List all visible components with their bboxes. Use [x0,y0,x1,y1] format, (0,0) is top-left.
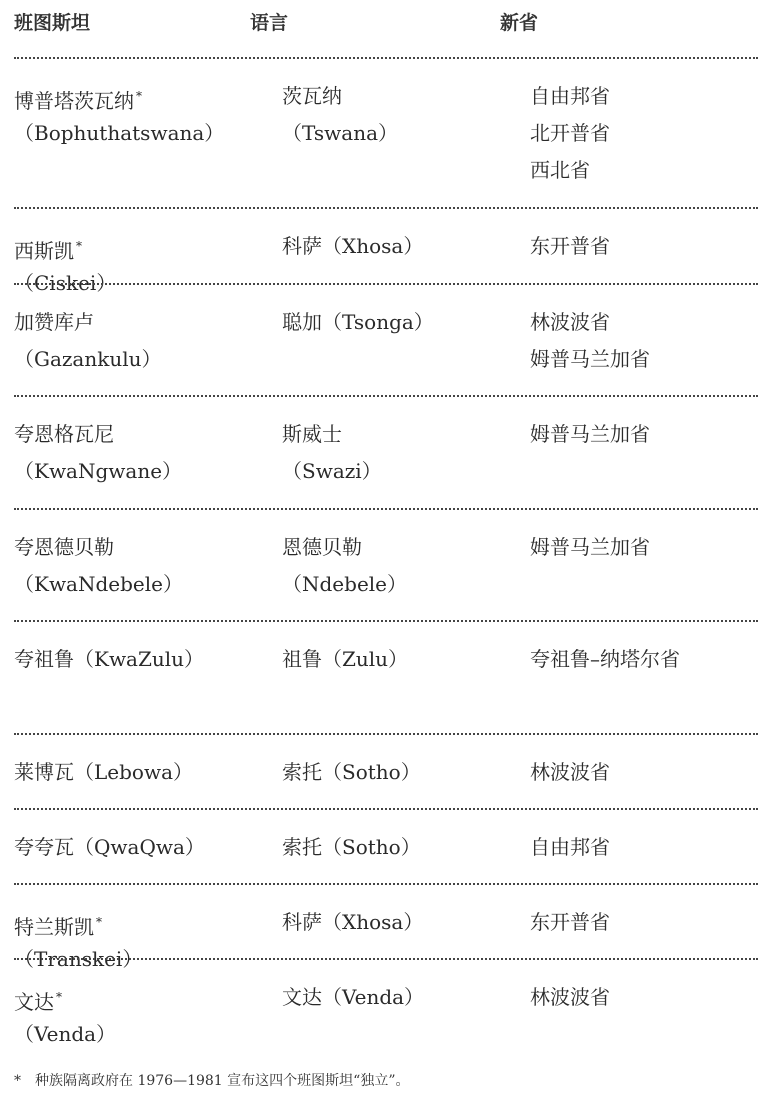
language-cell [282,234,522,271]
province-name: 林波波省 [530,310,610,334]
bantustan-name: 加赞库卢 [14,310,94,334]
dotted-separator [14,207,758,209]
bantustan-name: （KwaNgwane） [14,459,183,483]
header-new-province: 新省 [500,12,539,34]
language-cell [282,985,522,1022]
bantustan-name: 夸祖鲁（KwaZulu） [14,647,205,671]
language-name: 茨瓦纳 [282,84,342,108]
bantustan-cell [14,647,274,684]
independence-asterisk: * [96,915,102,929]
independence-asterisk: * [56,990,62,1004]
bantustan-name: 莱博瓦（Lebowa） [14,760,194,784]
language-name: 祖鲁（Zulu） [282,647,409,671]
language-name: （Swazi） [282,459,382,483]
province-cell [530,985,760,1022]
province-cell [530,647,760,684]
independence-asterisk: * [76,239,82,253]
province-name: 姆普马兰加省 [530,535,650,559]
bantustan-name: 夸恩格瓦尼 [14,422,114,446]
language-cell [282,760,522,797]
province-name: 夸祖鲁–纳塔尔省 [530,647,680,671]
bantustan-cell [14,84,274,158]
language-name: 索托（Sotho） [282,760,421,784]
header-bantustan: 班图斯坦 [14,12,91,34]
province-cell [530,310,760,384]
bantustan-name: （KwaNdebele） [14,572,183,596]
bantustan-name: （Gazankulu） [14,347,162,371]
province-name: 林波波省 [530,985,610,1009]
bantustan-name: （Transkei） [14,947,143,971]
dotted-separator [14,395,758,397]
province-cell [530,234,760,271]
dotted-separator [14,620,758,622]
independence-asterisk: * [136,89,142,103]
bantustan-cell [14,422,274,496]
bantustan-name: 夸夸瓦（QwaQwa） [14,835,205,859]
language-cell [282,535,522,609]
province-name: 自由邦省 [530,84,610,108]
dotted-separator [14,733,758,735]
table-header [14,8,758,36]
bantustan-cell [14,835,274,872]
language-name: 文达（Venda） [282,985,425,1009]
language-cell [282,422,522,496]
dotted-separator [14,57,758,59]
language-name: （Ndebele） [282,572,408,596]
bantustan-name: （Bophuthatswana） [14,121,225,145]
dotted-separator [14,283,758,285]
province-name: 自由邦省 [530,835,610,859]
language-cell [282,84,522,158]
province-name: 姆普马兰加省 [530,422,650,446]
province-cell [530,535,760,572]
bantustan-name: 文达 * [14,990,62,1014]
language-name: 科萨（Xhosa） [282,910,424,934]
province-name: 东开普省 [530,234,610,258]
bantustan-name: 特兰斯凯 * [14,915,102,939]
province-cell [530,760,760,797]
province-name: 北开普省 [530,121,610,145]
province-cell [530,84,760,195]
bantustan-cell [14,910,274,984]
footnote: * 种族隔离政府在 1976—1981 宣布这四个班图斯坦“独立”。 [14,1073,410,1089]
bantustan-cell [14,985,274,1059]
dotted-separator [14,508,758,510]
province-cell [530,835,760,872]
province-name: 姆普马兰加省 [530,347,650,371]
language-name: 索托（Sotho） [282,835,421,859]
header-language: 语言 [250,12,289,34]
language-cell [282,835,522,872]
bantustan-cell [14,535,274,609]
language-name: （Tswana） [282,121,398,145]
dotted-separator [14,808,758,810]
dotted-separator [14,883,758,885]
province-name: 西北省 [530,158,590,182]
bantustan-name: （Venda） [14,1022,117,1046]
language-cell [282,647,522,684]
province-name: 东开普省 [530,910,610,934]
language-cell [282,910,522,947]
province-name: 林波波省 [530,760,610,784]
bantustan-cell [14,760,274,797]
language-name: 聪加（Tsonga） [282,310,434,334]
language-name: 恩德贝勒 [282,535,362,559]
language-name: 斯威士 [282,422,342,446]
language-name: 科萨（Xhosa） [282,234,424,258]
bantustan-name: 博普塔茨瓦纳 * [14,89,142,113]
bantustan-name: 西斯凯 * [14,239,82,263]
bantustan-name: （Ciskei） [14,271,117,295]
bantustan-cell [14,310,274,384]
bantustan-name: 夸恩德贝勒 [14,535,114,559]
province-cell [530,910,760,947]
province-cell [530,422,760,459]
language-cell [282,310,522,347]
dotted-separator [14,958,758,960]
bantustan-cell [14,234,274,308]
